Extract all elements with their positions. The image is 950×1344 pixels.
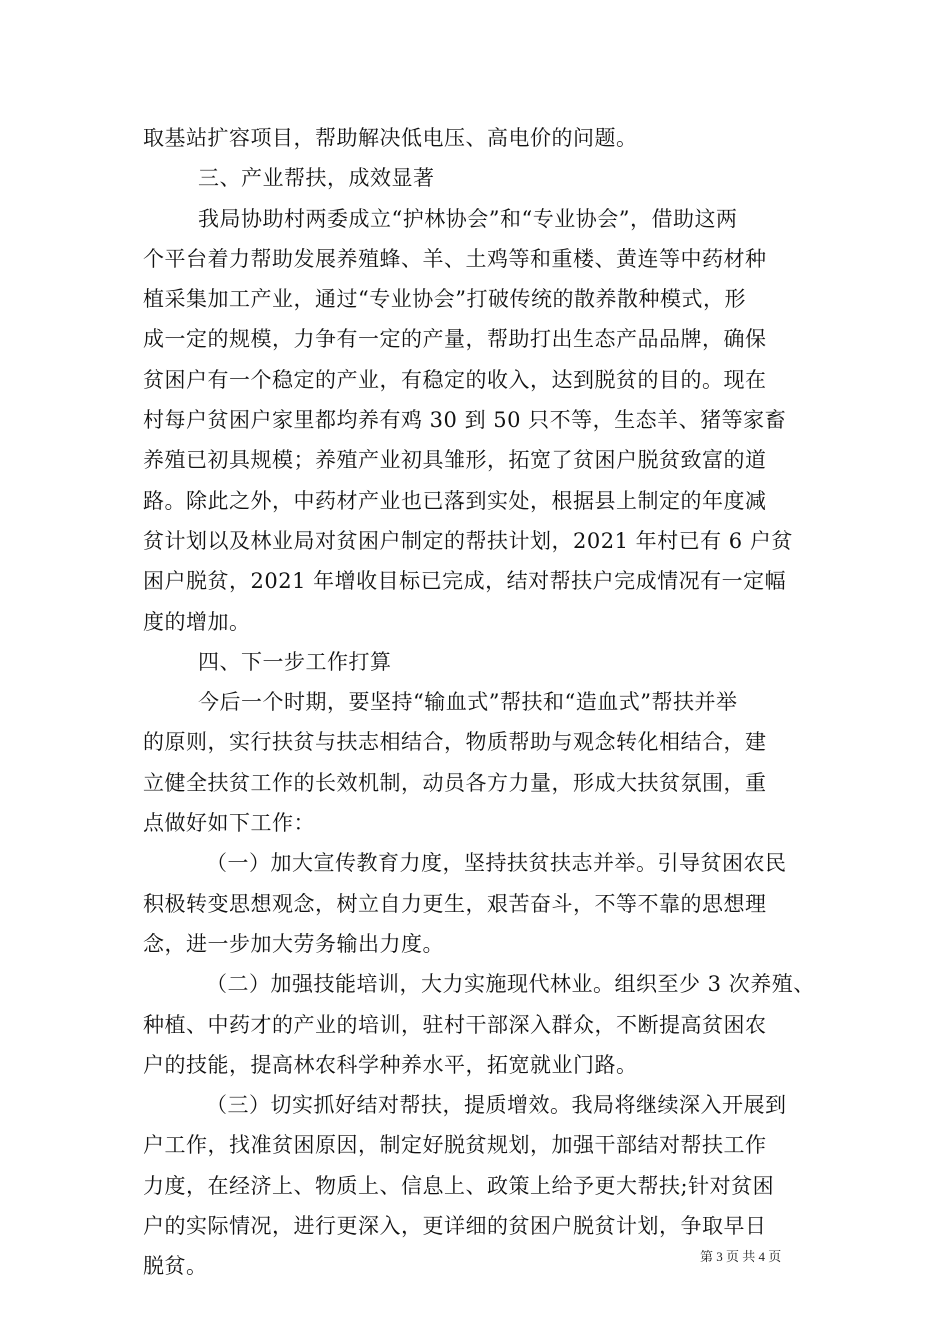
list-item-heading: （三）切实抓好结对帮扶，提质增效。我局将继续深入开展到 bbox=[206, 1093, 787, 1118]
section-heading: 四、下一步工作打算 bbox=[198, 649, 392, 674]
text-line: 植采集加工产业，通过“专业协会”打破传统的散养散种模式，形 bbox=[143, 287, 746, 312]
text-line: 取基站扩容项目，帮助解决低电压、高电价的问题。 bbox=[143, 126, 638, 150]
text-line: 今后一个时期，要坚持“输血式”帮扶和“造血式”帮扶并举 bbox=[198, 690, 738, 715]
list-item-heading: （一）加大宣传教育力度，坚持扶贫扶志并举。引导贫困农民 bbox=[206, 851, 787, 876]
text-line: 立健全扶贫工作的长效机制，动员各方力量，形成大扶贫氛围，重 bbox=[143, 770, 767, 795]
text-line: 路。除此之外，中药材产业也已落到实处，根据县上制定的年度减 bbox=[143, 488, 767, 513]
text-line: 户工作，找准贫困原因，制定好脱贫规划，加强干部结对帮扶工作 bbox=[143, 1133, 767, 1158]
text-line: 积极转变思想观念，树立自力更生，艰苦奋斗，不等不靠的思想理 bbox=[143, 891, 767, 916]
text-line: 念，进一步加大劳务输出力度。 bbox=[143, 931, 444, 956]
document-body bbox=[143, 118, 815, 1287]
list-item-heading: （二）加强技能培训，大力实施现代林业。组织至少 3 次养殖、 bbox=[206, 972, 815, 997]
section-heading: 三、产业帮扶，成效显著 bbox=[198, 166, 435, 191]
text-line: 我局协助村两委成立“护林协会”和“专业协会”，借助这两 bbox=[198, 206, 738, 231]
text-line: 贫困户有一个稳定的产业，有稳定的收入，达到脱贫的目的。现在 bbox=[143, 367, 767, 392]
text-line: 养殖已初具规模；养殖产业初具雏形，拓宽了贫困户脱贫致富的道 bbox=[143, 448, 767, 473]
text-line: 村每户贫困户家里都均养有鸡 30 到 50 只不等，生态羊、猪等家畜 bbox=[143, 408, 787, 433]
text-line: 的原则，实行扶贫与扶志相结合，物质帮助与观念转化相结合，建 bbox=[143, 730, 767, 755]
text-line: 度的增加。 bbox=[143, 609, 251, 634]
text-line: 个平台着力帮助发展养殖蜂、羊、土鸡等和重楼、黄连等中药材种 bbox=[143, 246, 767, 271]
page-number: 第 3 页 共 4 页 bbox=[700, 1249, 782, 1264]
text-line: 种植、中药才的产业的培训，驻村干部深入群众，不断提高贫困农 bbox=[143, 1012, 767, 1037]
text-line: 成一定的规模，力争有一定的产量，帮助打出生态产品品牌，确保 bbox=[143, 327, 767, 352]
text-line: 户的实际情况，进行更深入，更详细的贫困户脱贫计划，争取早日 bbox=[143, 1214, 767, 1239]
text-line: 户的技能，提高林农科学种养水平，拓宽就业门路。 bbox=[143, 1052, 638, 1077]
text-line: 贫计划以及林业局对贫困户制定的帮扶计划，2021 年村已有 6 户贫 bbox=[143, 528, 793, 553]
text-line: 脱贫。 bbox=[143, 1254, 208, 1279]
text-line: 力度，在经济上、物质上、信息上、政策上给予更大帮扶;针对贫困 bbox=[143, 1173, 775, 1198]
text-line: 困户脱贫，2021 年增收目标已完成，结对帮扶户完成情况有一定幅 bbox=[143, 569, 787, 594]
text-line: 点做好如下工作： bbox=[143, 811, 315, 836]
